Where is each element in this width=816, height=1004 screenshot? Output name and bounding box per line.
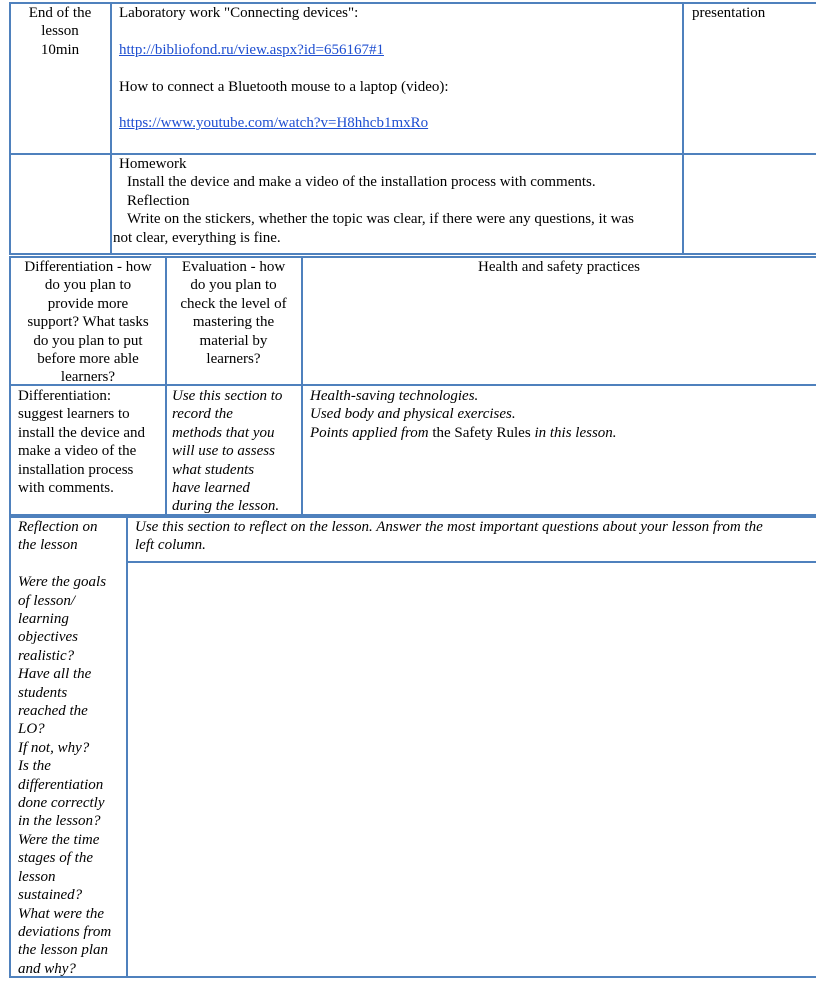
cell-line: what students: [172, 461, 255, 478]
reflection-right-cell: [135, 518, 816, 555]
question-line: objectives: [18, 629, 78, 646]
video-link[interactable]: https://www.youtube.com/watch?v=H8hhcb1mxRo: [119, 115, 429, 132]
header-line: provide more: [47, 295, 129, 312]
question-line: students: [18, 684, 68, 701]
cell-text: Points applied from: [310, 424, 429, 441]
question-line: lesson: [18, 868, 56, 885]
header-line: mastering the: [192, 314, 275, 331]
cell-line: Used body and physical exercises.: [310, 406, 516, 423]
reflection-notes-area[interactable]: [128, 563, 816, 975]
cell-line: suggest learners to: [18, 406, 130, 423]
header-line: do you plan to: [44, 277, 132, 294]
header-line: material by: [199, 332, 268, 349]
question-line: If not, why?: [18, 739, 90, 756]
question-line: LO?: [18, 721, 45, 738]
header-line: do you plan to put: [33, 332, 143, 349]
reflection-heading: Reflection: [127, 192, 190, 209]
homework-cell: [113, 155, 681, 247]
question-line: Is the: [18, 758, 51, 775]
question-line: Were the goals: [18, 574, 107, 591]
reflection-line: Write on the stickers, whether the topic was clear, if there were any questions, it was: [127, 211, 634, 228]
cell-line: record the: [172, 406, 233, 423]
stage-cell: [10, 4, 110, 59]
stage-line: lesson: [41, 23, 79, 40]
header-line: Evaluation - how: [181, 259, 286, 275]
header-line: learners?: [206, 351, 261, 368]
health-safety-cell: [310, 387, 810, 442]
question-line: the lesson plan: [18, 942, 108, 959]
cell-line: [310, 424, 810, 442]
resource-text: presentation: [692, 5, 766, 21]
question-line: reached the: [18, 703, 88, 720]
lab-link[interactable]: http://bibliofond.ru/view.aspx?id=656167#1: [119, 41, 384, 58]
header-evaluation: [166, 258, 301, 368]
question-line: deviations from: [18, 923, 112, 940]
homework-task: Install the device and make a video of the installation process with comments.: [127, 174, 596, 191]
question-line: differentiation: [18, 776, 104, 793]
question-line: and why?: [18, 960, 76, 977]
reflection-line: not clear, everything is fine.: [113, 229, 281, 246]
cell-text: in this lesson.: [534, 424, 617, 441]
cell-line: methods that you: [172, 424, 275, 441]
cell-line: have learned: [172, 480, 250, 497]
question-line: realistic?: [18, 647, 75, 664]
cell-text: the Safety Rules: [428, 424, 535, 441]
cell-line: the lesson: [18, 537, 78, 554]
question-line: Were the time: [18, 831, 100, 848]
header-line: do you plan to: [190, 277, 277, 294]
question-line: done correctly: [18, 795, 105, 812]
question-line: stages of the: [18, 850, 93, 867]
header-line: before more able: [37, 351, 139, 368]
homework-heading: Homework: [119, 156, 187, 172]
differentiation-cell: [18, 387, 165, 497]
cell-line: install the device and: [18, 424, 146, 441]
header-line: Differentiation - how: [24, 259, 152, 275]
cell-line: Use this section to reflect on the lesson. Answer the most important questions about your lesson from the: [135, 519, 763, 535]
stage-line: 10min: [40, 41, 80, 58]
cell-line: Use this section to: [172, 388, 283, 404]
question-line: What were the: [18, 905, 105, 922]
question-line: in the lesson?: [18, 813, 101, 830]
lab-title: Laboratory work "Connecting devices":: [119, 5, 359, 21]
header-line: support? What tasks: [27, 314, 149, 331]
question-line: sustained?: [18, 887, 83, 904]
cell-line: Health-saving technologies.: [310, 388, 479, 404]
cell-line: installation process: [18, 461, 134, 478]
resource-cell: [692, 4, 812, 22]
stage-line: End of the: [28, 5, 92, 21]
question-line: of lesson/: [18, 592, 76, 609]
video-title: How to connect a Bluetooth mouse to a laptop (video):: [119, 78, 449, 95]
cell-line: Differentiation:: [18, 388, 112, 404]
cell-line: Reflection on: [18, 519, 98, 535]
header-line: check the level of: [180, 295, 287, 312]
header-line: learners?: [60, 369, 116, 386]
question-line: learning: [18, 611, 69, 628]
evaluation-cell: [172, 387, 301, 516]
cell-line: with comments.: [18, 480, 114, 497]
header-health-safety: [302, 258, 816, 276]
reflection-left-cell: [18, 518, 126, 978]
cell-line: left column.: [135, 537, 206, 554]
header-line: Health and safety practices: [477, 259, 640, 275]
question-line: Have all the: [18, 666, 92, 683]
cell-line: will use to assess: [172, 443, 275, 460]
activity-cell: [119, 4, 679, 133]
cell-line: during the lesson.: [172, 498, 280, 515]
header-differentiation: [11, 258, 165, 387]
cell-line: make a video of the: [18, 443, 137, 460]
